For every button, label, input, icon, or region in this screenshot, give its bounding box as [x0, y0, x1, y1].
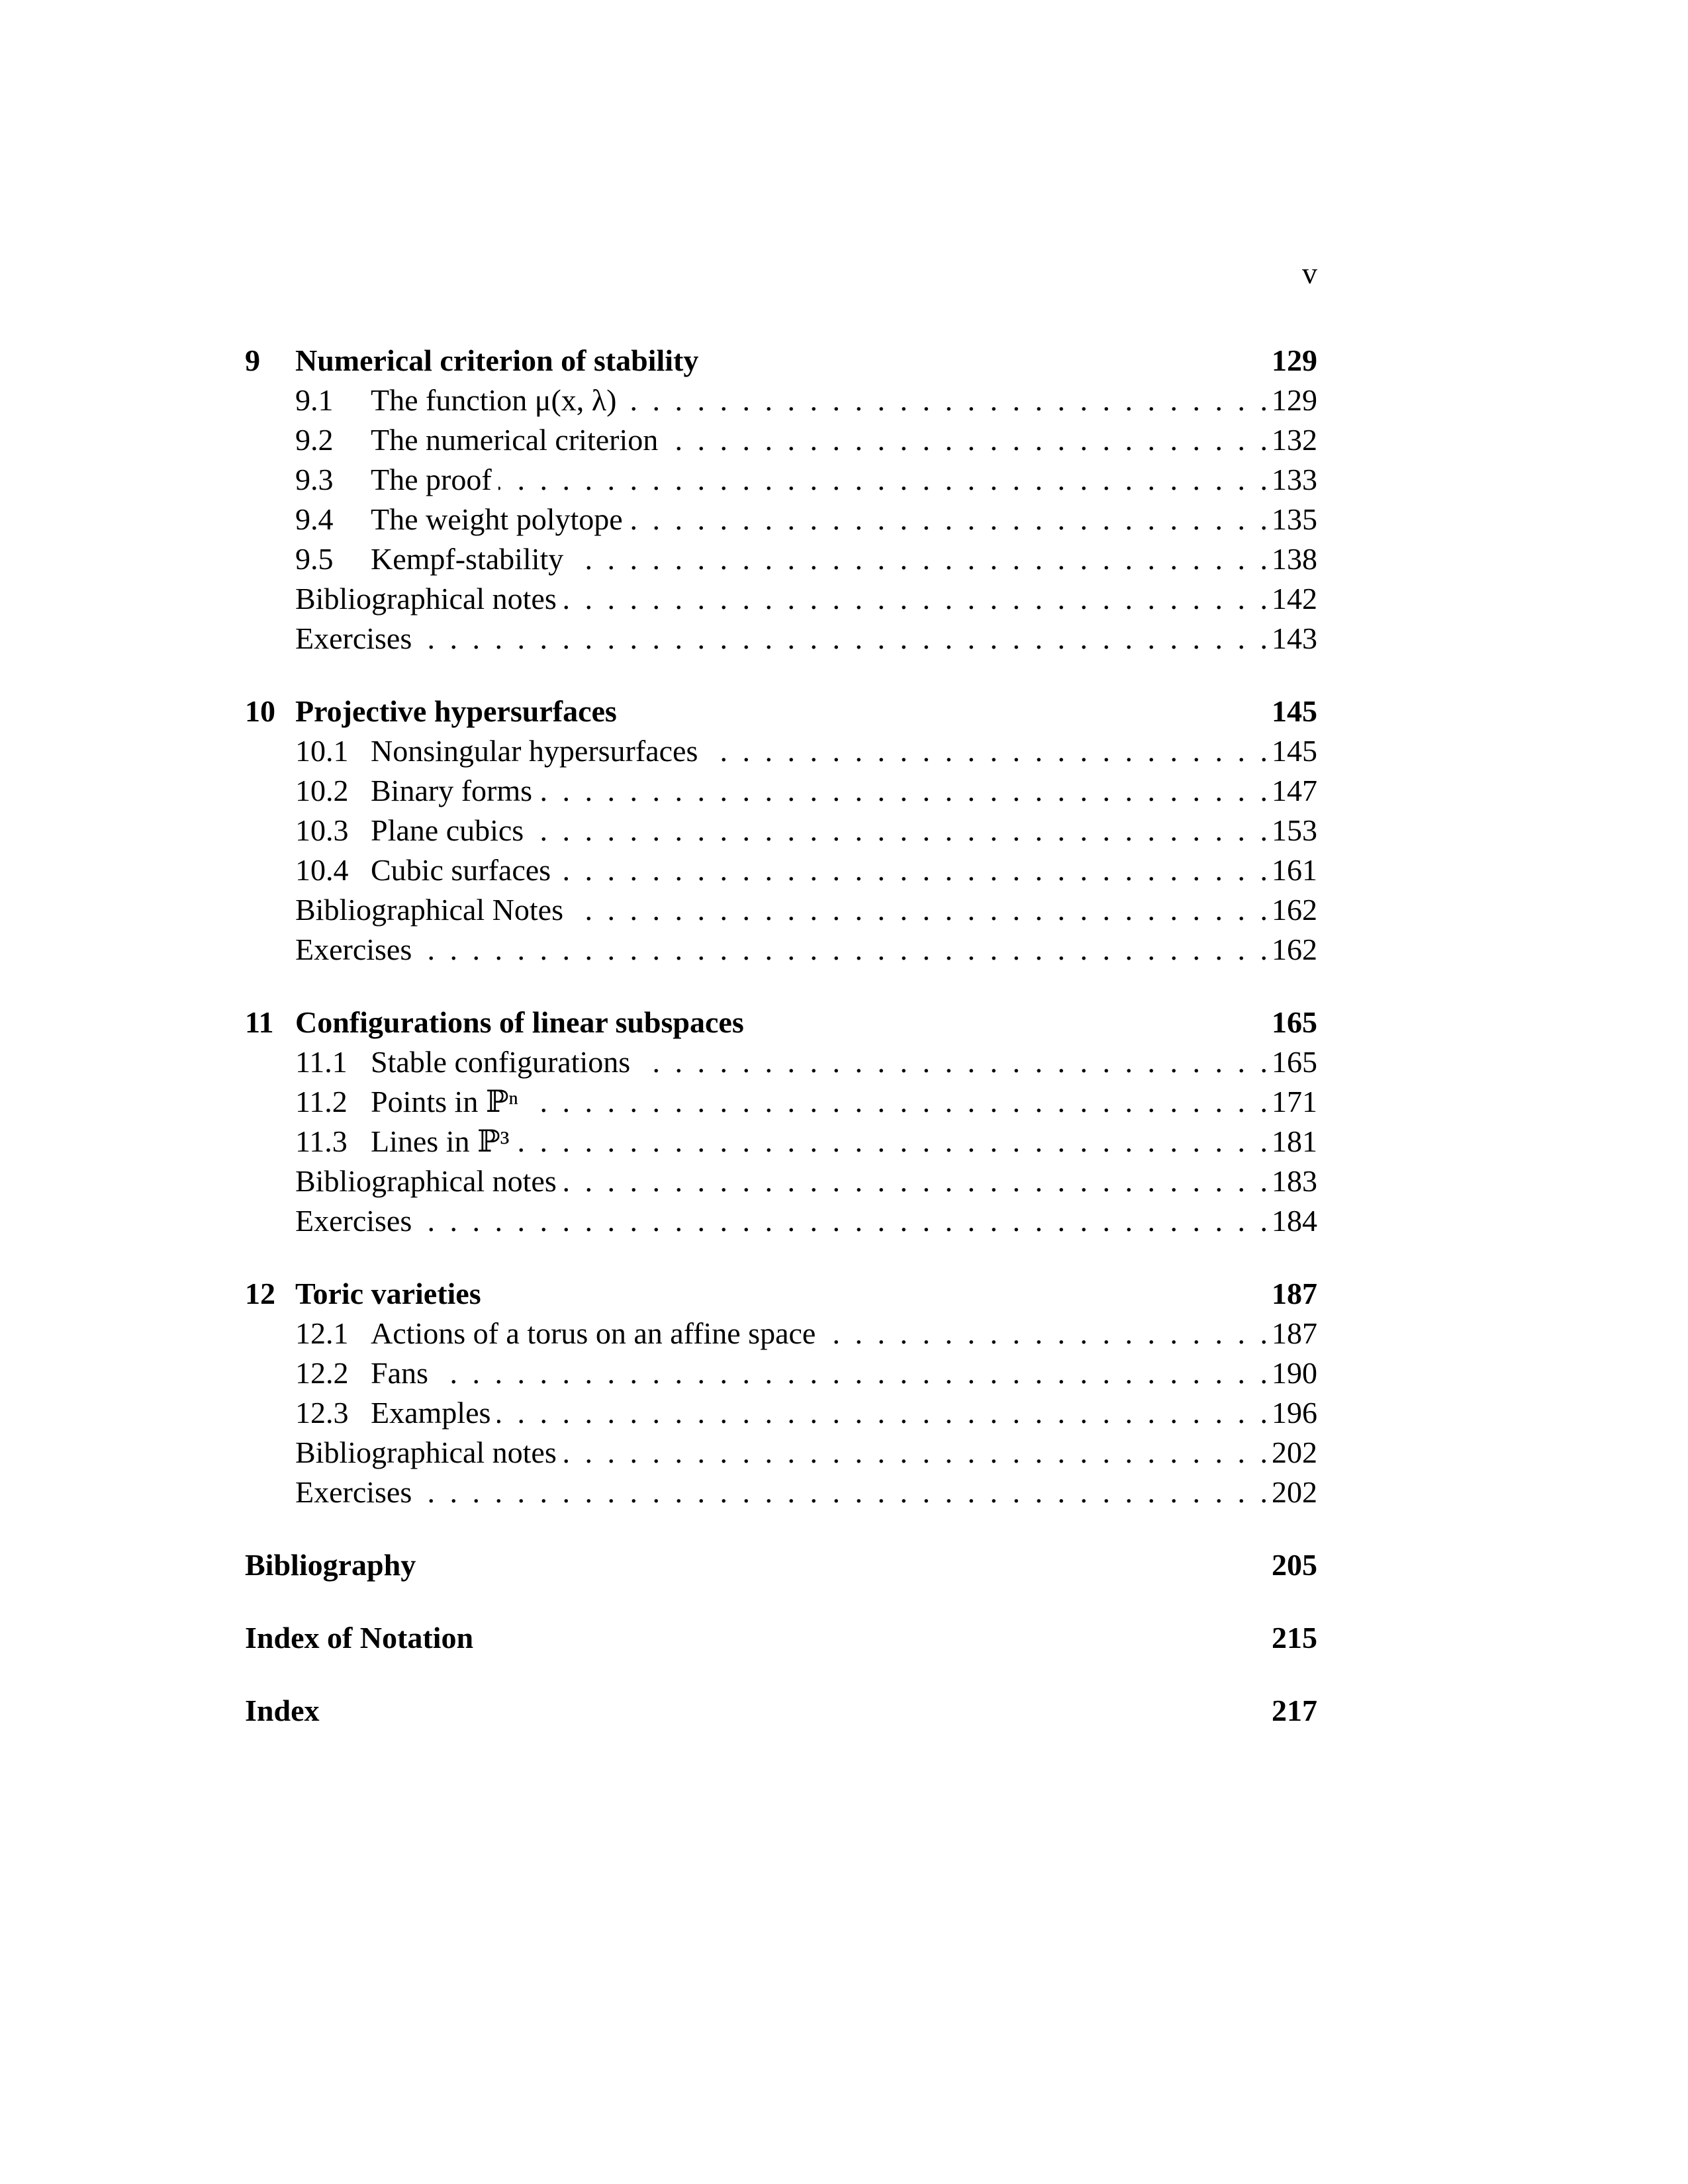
chapter-page-number: 165 — [1272, 1005, 1317, 1039]
section-title: Bibliographical notes — [295, 582, 557, 615]
toc-entry[interactable] — [245, 771, 1317, 811]
toc-entry[interactable] — [245, 1393, 1317, 1433]
dot-leader — [418, 1473, 1272, 1512]
toc-entry[interactable] — [245, 500, 1317, 539]
section-title: Exercises — [295, 621, 412, 655]
dot-leader — [822, 1314, 1272, 1353]
dot-leader — [637, 1042, 1272, 1082]
chapter-title: Toric varieties — [295, 1277, 481, 1310]
chapter-heading[interactable] — [245, 1274, 1317, 1314]
backmatter-index[interactable] — [245, 1691, 1317, 1731]
section-page-number: 183 — [1272, 1164, 1317, 1198]
section-page-number: 132 — [1272, 423, 1317, 457]
dot-leader — [435, 1353, 1272, 1393]
dot-leader — [516, 1122, 1272, 1161]
backmatter-page-number: 215 — [1272, 1621, 1317, 1655]
backmatter-page-number: 217 — [1272, 1694, 1317, 1727]
spacer — [245, 1241, 1317, 1274]
section-page-number: 162 — [1272, 933, 1317, 966]
section-page-number: 147 — [1272, 774, 1317, 807]
section-number: 12.2 — [295, 1356, 349, 1390]
chapter-heading[interactable] — [245, 1003, 1317, 1042]
dot-leader — [530, 811, 1272, 850]
toc-entry[interactable] — [245, 539, 1317, 579]
section-title: Actions of a torus on an affine space — [371, 1316, 816, 1350]
section-page-number: 145 — [1272, 734, 1317, 768]
toc-entry[interactable] — [245, 1353, 1317, 1393]
table-of-contents — [245, 341, 1317, 1731]
section-title: Lines in ℙ³ — [371, 1124, 510, 1158]
section-title: Points in ℙⁿ — [371, 1085, 518, 1118]
dot-leader — [630, 500, 1272, 539]
backmatter-title: Bibliography — [245, 1548, 416, 1582]
section-page-number: 161 — [1272, 853, 1317, 887]
chapter-12 — [245, 1274, 1317, 1512]
section-page-number: 202 — [1272, 1475, 1317, 1509]
chapter-number: 10 — [245, 694, 275, 728]
chapter-title: Numerical criterion of stability — [295, 343, 699, 377]
section-title: Bibliographical notes — [295, 1435, 557, 1469]
section-page-number: 138 — [1272, 542, 1317, 576]
section-page-number: 142 — [1272, 582, 1317, 615]
chapter-9 — [245, 341, 1317, 659]
section-number: 11.3 — [295, 1124, 348, 1158]
chapter-page-number: 129 — [1272, 343, 1317, 377]
toc-entry[interactable] — [245, 460, 1317, 500]
section-title: Exercises — [295, 1204, 412, 1238]
chapter-heading[interactable] — [245, 341, 1317, 381]
section-title: Kempf-stability — [371, 542, 564, 576]
toc-entry[interactable] — [245, 420, 1317, 460]
section-title: Fans — [371, 1356, 428, 1390]
section-page-number: 202 — [1272, 1435, 1317, 1469]
dot-leader — [418, 1201, 1272, 1241]
toc-entry[interactable] — [245, 1201, 1317, 1241]
section-title: Exercises — [295, 1475, 412, 1509]
section-title: Binary forms — [371, 774, 533, 807]
section-number: 11.1 — [295, 1045, 348, 1079]
dot-leader — [539, 771, 1272, 811]
toc-entry[interactable] — [245, 930, 1317, 970]
section-page-number: 196 — [1272, 1396, 1317, 1430]
toc-entry[interactable] — [245, 811, 1317, 850]
toc-entry[interactable] — [245, 731, 1317, 771]
section-page-number: 133 — [1272, 463, 1317, 496]
section-number: 9.5 — [295, 542, 334, 576]
chapter-number: 9 — [245, 343, 260, 377]
section-title: Nonsingular hypersurfaces — [371, 734, 698, 768]
dot-leader — [497, 1393, 1272, 1433]
section-page-number: 153 — [1272, 813, 1317, 847]
dot-leader — [563, 1433, 1272, 1473]
section-page-number: 187 — [1272, 1316, 1317, 1350]
spacer — [245, 970, 1317, 1003]
chapter-title: Configurations of linear subspaces — [295, 1005, 744, 1039]
section-number: 10.4 — [295, 853, 349, 887]
dot-leader — [498, 460, 1272, 500]
spacer — [245, 1658, 1317, 1691]
section-number: 11.2 — [295, 1085, 348, 1118]
dot-leader — [704, 731, 1272, 771]
dot-leader — [570, 539, 1272, 579]
backmatter-bibliography[interactable] — [245, 1545, 1317, 1585]
toc-entry[interactable] — [245, 1433, 1317, 1473]
chapter-number: 12 — [245, 1277, 275, 1310]
backmatter-page-number: 205 — [1272, 1548, 1317, 1582]
dot-leader — [623, 381, 1272, 420]
toc-entry[interactable] — [245, 1082, 1317, 1122]
dot-leader — [418, 930, 1272, 970]
section-title: Exercises — [295, 933, 412, 966]
toc-entry[interactable] — [245, 1122, 1317, 1161]
section-number: 9.3 — [295, 463, 334, 496]
section-title: Stable configurations — [371, 1045, 631, 1079]
page-number: v — [1302, 256, 1317, 290]
section-page-number: 129 — [1272, 383, 1317, 417]
chapter-heading[interactable] — [245, 692, 1317, 731]
section-number: 9.4 — [295, 502, 334, 536]
section-title: The numerical criterion — [371, 423, 659, 457]
toc-entry[interactable] — [245, 619, 1317, 659]
section-number: 10.1 — [295, 734, 349, 768]
section-page-number: 165 — [1272, 1045, 1317, 1079]
section-page-number: 181 — [1272, 1124, 1317, 1158]
toc-entry[interactable] — [245, 1314, 1317, 1353]
toc-entry[interactable] — [245, 1473, 1317, 1512]
toc-entry[interactable] — [245, 1042, 1317, 1082]
section-number: 10.3 — [295, 813, 349, 847]
dot-leader — [570, 890, 1272, 930]
backmatter-title: Index — [245, 1694, 320, 1727]
toc-entry[interactable] — [245, 1161, 1317, 1201]
section-page-number: 190 — [1272, 1356, 1317, 1390]
section-title: Examples — [371, 1396, 491, 1430]
section-number: 10.2 — [295, 774, 349, 807]
section-page-number: 135 — [1272, 502, 1317, 536]
chapter-11 — [245, 1003, 1317, 1241]
toc-entry[interactable] — [245, 890, 1317, 930]
section-page-number: 184 — [1272, 1204, 1317, 1238]
section-number: 12.1 — [295, 1316, 349, 1350]
section-number: 12.3 — [295, 1396, 349, 1430]
section-page-number: 171 — [1272, 1085, 1317, 1118]
section-page-number: 162 — [1272, 893, 1317, 927]
toc-entry[interactable] — [245, 850, 1317, 890]
dot-leader — [418, 619, 1272, 659]
spacer — [245, 1585, 1317, 1618]
dot-leader — [557, 850, 1272, 890]
toc-entry[interactable] — [245, 381, 1317, 420]
dot-leader — [665, 420, 1272, 460]
dot-leader — [563, 1161, 1272, 1201]
section-title: The function μ(x, λ) — [371, 383, 617, 417]
section-title: Cubic surfaces — [371, 853, 551, 887]
spacer — [245, 659, 1317, 692]
section-page-number: 143 — [1272, 621, 1317, 655]
dot-leader — [525, 1082, 1272, 1122]
section-title: The weight polytope — [371, 502, 623, 536]
spacer — [245, 1512, 1317, 1545]
chapter-title: Projective hypersurfaces — [295, 694, 617, 728]
section-number: 9.1 — [295, 383, 334, 417]
section-title: Bibliographical Notes — [295, 893, 563, 927]
chapter-number: 11 — [245, 1005, 274, 1039]
backmatter-index-of-notation[interactable] — [245, 1618, 1317, 1658]
toc-entry[interactable] — [245, 579, 1317, 619]
dot-leader — [563, 579, 1272, 619]
chapter-page-number: 145 — [1272, 694, 1317, 728]
chapter-page-number: 187 — [1272, 1277, 1317, 1310]
backmatter-title: Index of Notation — [245, 1621, 474, 1655]
section-number: 9.2 — [295, 423, 334, 457]
section-title: Plane cubics — [371, 813, 524, 847]
section-title: Bibliographical notes — [295, 1164, 557, 1198]
section-title: The proof — [371, 463, 492, 496]
chapter-10 — [245, 692, 1317, 970]
